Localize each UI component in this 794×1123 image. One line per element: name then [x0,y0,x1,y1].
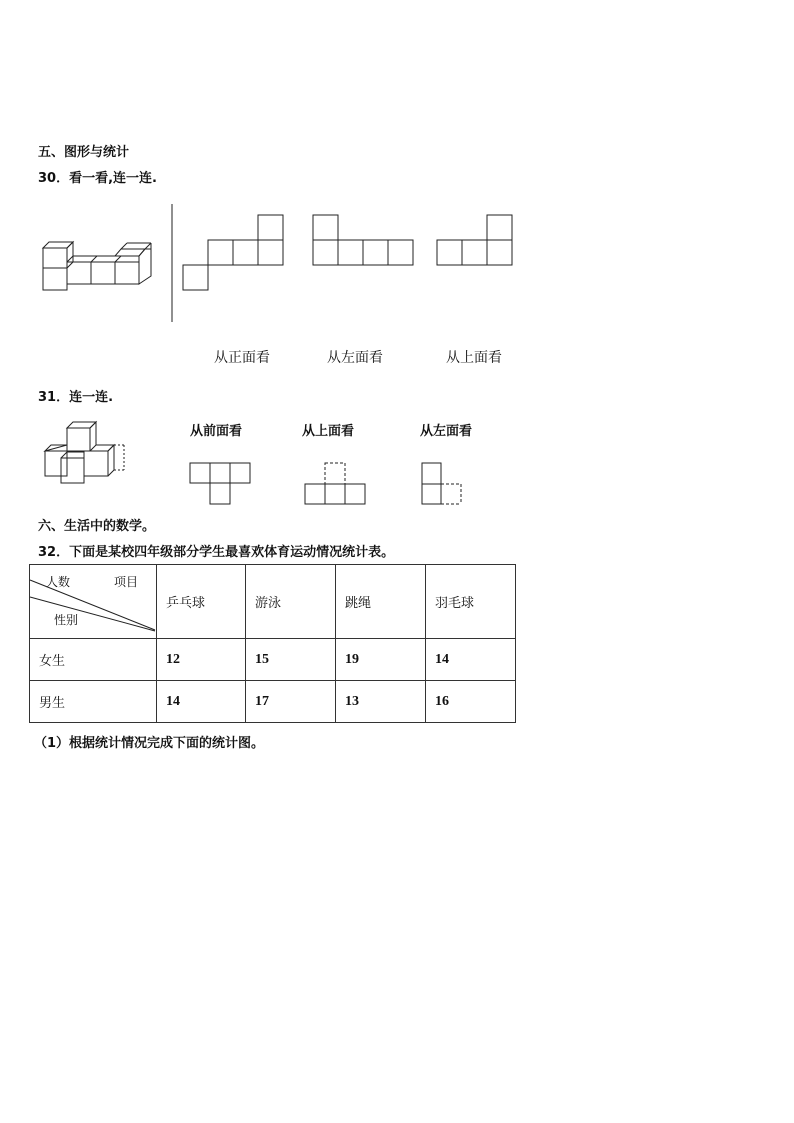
cell-boys-pingpong: 14 [157,681,246,723]
q30-view-label-front: 从正面看 [214,350,270,366]
cell-girls-pingpong: 12 [157,639,246,681]
cell-girls-badminton: 14 [426,639,516,681]
q31-cube-figure [0,0,794,520]
q31-title: 31．连一连. [38,390,114,405]
header-swimming: 游泳 [246,565,336,639]
q31-view-shape-1 [190,463,250,504]
section-5-title: 五、图形与统计 [38,145,130,160]
corner-label-count: 人数 [46,575,71,589]
q31-view-shape-2 [305,463,365,504]
section-6-title: 六、生活中的数学。 [38,519,156,534]
cell-girls-swimming: 15 [246,639,336,681]
table-row [30,681,516,723]
q31-view-shape-3 [422,463,461,504]
q32-sub1: （1）根据统计情况完成下面的统计图。 [34,736,265,751]
corner-label-item: 项目 [114,575,139,589]
q30-title: 30．看一看,连一连. [38,171,157,186]
row-label-boys: 男生 [30,681,157,723]
cell-boys-jumprope: 13 [336,681,426,723]
q30-view-label-top: 从上面看 [446,350,502,366]
header-pingpong: 乒乓球 [157,565,246,639]
cell-boys-badminton: 16 [426,681,516,723]
corner-label-gender: 性别 [54,613,79,627]
cell-boys-swimming: 17 [246,681,336,723]
table-row [30,639,516,681]
q31-view-label-front: 从前面看 [190,424,243,439]
header-jumprope: 跳绳 [336,565,426,639]
q31-view-label-top: 从上面看 [302,424,355,439]
table-header-row [30,565,516,639]
table-corner-cell [30,565,157,639]
q30-view-label-left: 从左面看 [327,350,383,366]
q32-title: 32．下面是某校四年级部分学生最喜欢体育运动情况统计表。 [38,545,395,560]
q31-view-label-left: 从左面看 [420,424,473,439]
row-label-girls: 女生 [30,639,157,681]
sports-stats-table [29,564,516,723]
cell-girls-jumprope: 19 [336,639,426,681]
header-badminton: 羽毛球 [426,565,516,639]
